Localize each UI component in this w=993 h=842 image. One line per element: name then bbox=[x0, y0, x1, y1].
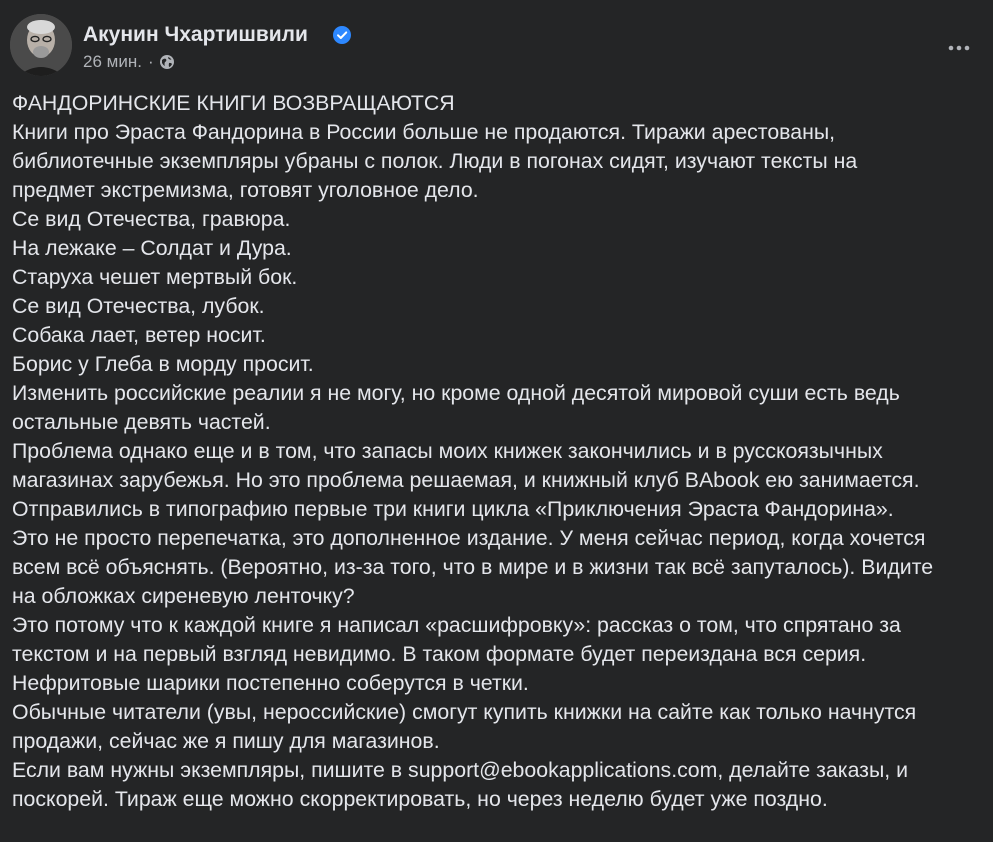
post-line: Обычные читатели (увы, нероссийские) смогут купить книжки на сайте как только начнутся bbox=[12, 700, 917, 724]
post-line: Се вид Отечества, гравюра. bbox=[12, 207, 291, 231]
post-text bbox=[12, 89, 987, 814]
post-line: Это не просто перепечатка, это дополненное издание. У меня сейчас период, когда хочется bbox=[12, 526, 926, 550]
globe-icon bbox=[159, 54, 175, 70]
post-title: ФАНДОРИНСКИЕ КНИГИ ВОЗВРАЩАЮТСЯ bbox=[12, 91, 455, 115]
post-line: Отправились в типографию первые три книги цикла «Приключения Эраста Фандорина». bbox=[12, 497, 894, 521]
post-line: На лежаке – Солдат и Дура. bbox=[12, 236, 292, 260]
avatar[interactable] bbox=[10, 14, 72, 76]
more-options-button[interactable] bbox=[941, 30, 977, 66]
post-line: всем всё объяснять. (Вероятно, из-за того, что в мире и в жизни так всё запуталось). Видите bbox=[12, 555, 934, 579]
post-line: Старуха чешет мертвый бок. bbox=[12, 265, 298, 289]
post-line: Это потому что к каждой книге я написал «расшифровку»: рассказ о том, что спрятано за bbox=[12, 613, 901, 637]
author-name[interactable]: Акунин Чхартишвили bbox=[83, 23, 308, 46]
verified-badge-icon bbox=[332, 25, 352, 45]
post-line: магазинах зарубежья. Но это проблема решаемая, и книжный клуб BAbook ею занимается. bbox=[12, 468, 920, 492]
post-line: Проблема однако еще и в том, что запасы моих книжек закончились и в русскоязычных bbox=[12, 439, 883, 463]
post-line: поскорей. Тираж еще можно скорректировать, но через неделю будет уже поздно. bbox=[12, 787, 828, 811]
post-line: Изменить российские реалии я не могу, но кроме одной десятой мировой суши есть ведь bbox=[12, 381, 900, 405]
post-header bbox=[10, 14, 983, 78]
post-line: Если вам нужны экземпляры, пишите в support@ebookapplications.com, делайте заказы, и bbox=[12, 758, 908, 782]
post-timestamp[interactable]: 26 мин. bbox=[83, 52, 142, 71]
more-options-icon bbox=[948, 45, 970, 51]
post-line: на обложках сиреневую ленточку? bbox=[12, 584, 355, 608]
post-line: Собака лает, ветер носит. bbox=[12, 323, 266, 347]
post-line: Борис у Глеба в морду просит. bbox=[12, 352, 314, 376]
post-line: Нефритовые шарики постепенно соберутся в четки. bbox=[12, 671, 529, 695]
meta-separator: · bbox=[147, 52, 154, 71]
avatar-portrait bbox=[10, 14, 72, 76]
post-meta bbox=[83, 52, 175, 72]
post-line: Се вид Отечества, лубок. bbox=[12, 294, 265, 318]
post-line: текстом и на первый взгляд невидимо. В таком формате будет переиздана вся серия. bbox=[12, 642, 867, 666]
post-line: Книги про Эраста Фандорина в России больше не продаются. Тиражи арестованы, bbox=[12, 120, 836, 144]
post-line: библиотечные экземпляры убраны с полок. Люди в погонах сидят, изучают тексты на bbox=[12, 149, 858, 173]
post-line: продажи, сейчас же я пишу для магазинов. bbox=[12, 729, 440, 753]
post-line: остальные девять частей. bbox=[12, 410, 271, 434]
post-line: предмет экстремизма, готовят уголовное дело. bbox=[12, 178, 479, 202]
